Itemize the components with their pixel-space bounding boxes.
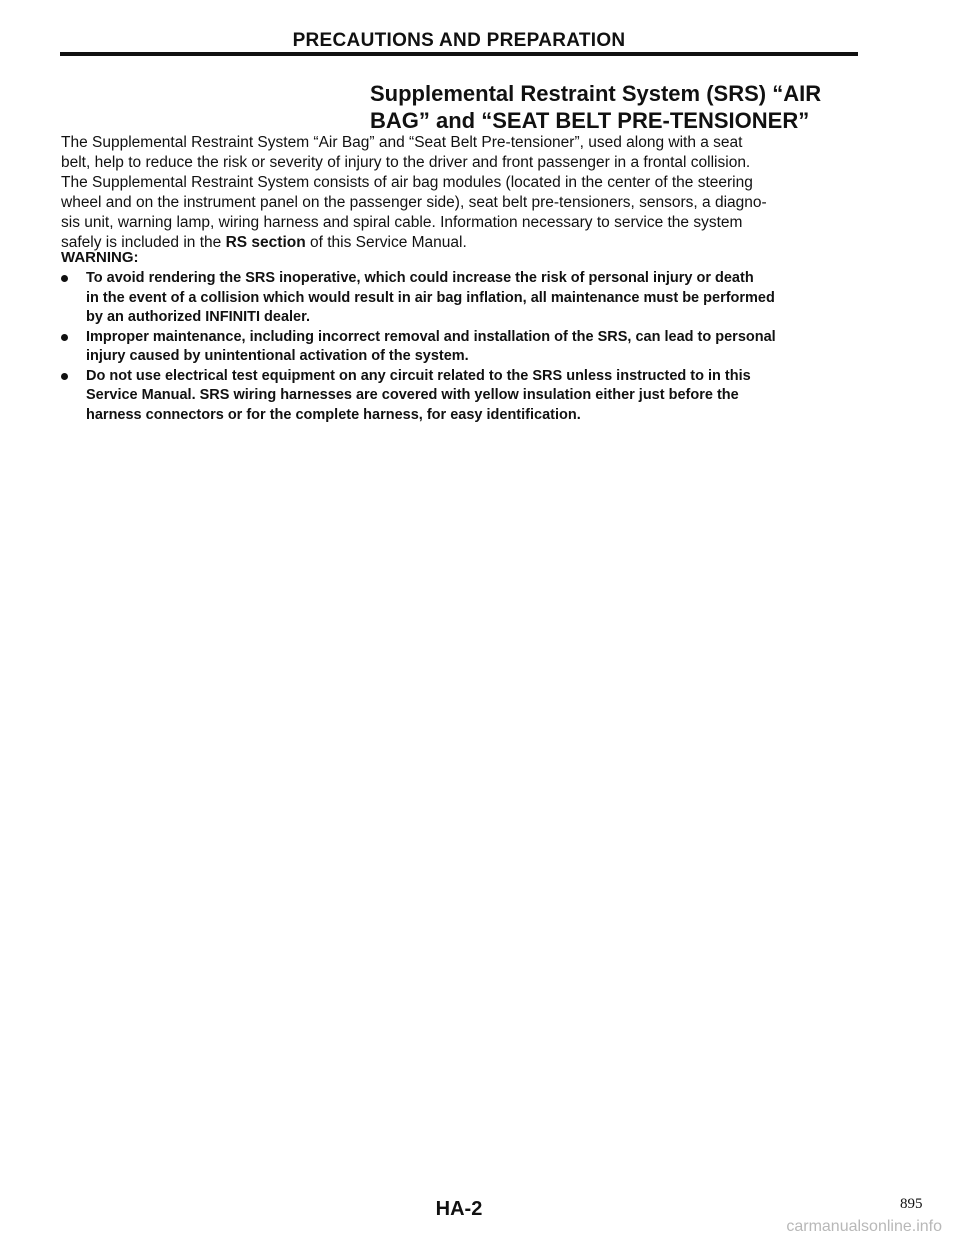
paragraph-text: of this Service Manual. xyxy=(305,234,467,251)
warning-line: in the event of a collision which would result in air bag inflation, all maintenance must be performed xyxy=(86,289,775,306)
warning-line: To avoid rendering the SRS inoperative, which could increase the risk of personal injury or death xyxy=(86,270,754,286)
warning-line: harness connectors or for the complete harness, for easy identification. xyxy=(86,406,581,423)
warning-line: injury caused by unintentional activation of the system. xyxy=(86,348,469,364)
print-page-number: 895 xyxy=(900,1196,923,1212)
page-header-title: PRECAUTIONS AND PREPARATION xyxy=(292,30,626,51)
warning-item xyxy=(61,328,861,367)
header-rule xyxy=(60,52,858,56)
page-number: HA-2 xyxy=(435,1198,483,1220)
section-title-line: Supplemental Restraint System (SRS) “AIR xyxy=(370,81,822,106)
section-title xyxy=(370,80,890,134)
paragraph-line: The Supplemental Restraint System “Air Bag” and “Seat Belt Pre-tensioner”, used along with a seat xyxy=(61,134,743,151)
watermark-text: carmanualsonline.info xyxy=(786,1218,942,1235)
warning-line: Improper maintenance, including incorrect removal and installation of the SRS, can lead to personal xyxy=(86,328,776,345)
bullet-icon xyxy=(61,275,68,282)
paragraph-line xyxy=(61,233,861,253)
paragraph-line: The Supplemental Restraint System consists of air bag modules (located in the center of the steering xyxy=(61,174,753,191)
warning-line: by an authorized INFINITI dealer. xyxy=(86,309,310,325)
paragraph-line: sis unit, warning lamp, wiring harness and spiral cable. Information necessary to service the system xyxy=(61,214,743,231)
warning-list xyxy=(61,269,861,425)
warning-line: Do not use electrical test equipment on any circuit related to the SRS unless instructed to in this xyxy=(86,367,751,384)
section-title-line: BAG” and “SEAT BELT PRE-TENSIONER” xyxy=(370,108,810,133)
warning-label: WARNING: xyxy=(61,249,139,266)
warning-item xyxy=(61,269,861,328)
paragraph-line: wheel and on the instrument panel on the passenger side), seat belt pre-tensioners, sensors, a diagno- xyxy=(61,194,767,211)
warning-item xyxy=(61,367,861,426)
section-reference: RS section xyxy=(225,234,306,251)
bullet-icon xyxy=(61,334,68,341)
bullet-icon xyxy=(61,373,68,380)
intro-paragraph xyxy=(61,133,861,253)
paragraph-line: belt, help to reduce the risk or severity of injury to the driver and front passenger in a frontal collision. xyxy=(61,154,751,171)
warning-line: Service Manual. SRS wiring harnesses are covered with yellow insulation either just before the xyxy=(86,387,739,403)
paragraph-text: safely is included in the xyxy=(61,234,226,251)
